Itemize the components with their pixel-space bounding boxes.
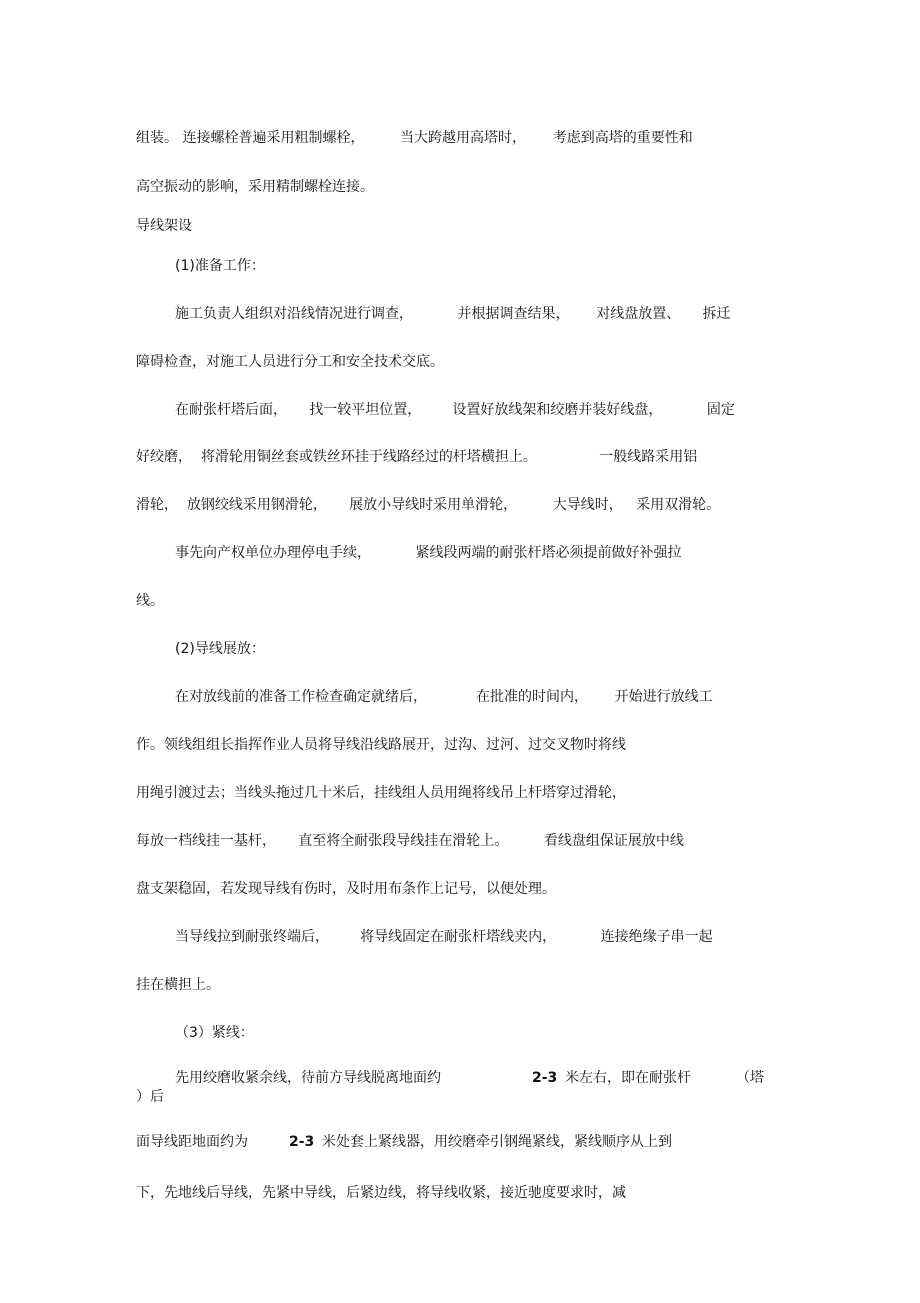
paragraph-3-line-3: 滑轮， 放钢绞线采用钢滑轮， 展放小导线时采用单滑轮， 大导线时， 采用双滑轮。 [136,497,721,513]
paragraph-4-line-1: 事先向产权单位办理停电手续， 紧线段两端的耐张杆塔必须提前做好补强拉 [175,545,682,561]
paragraph-7-line-1-part-e: ）后 [136,1089,164,1105]
paragraph-5-line-3: 用绳引渡过去；当线头拖过几十米后，挂线组人员用绳将线吊上杆塔穿过滑轮， [136,785,626,801]
paragraph-5-line-5: 盘支架稳固，若发现导线有伤时，及时用布条作上记号，以便处理。 [136,881,556,897]
paragraph-6-line-1: 当导线拉到耐张终端后， 将导线固定在耐张杆塔线夹内， 连接绝缘子串一起 [175,929,713,945]
paragraph-5-line-2: 作。领线组组长指挥作业人员将导线沿线路展开，过沟、过河、过交叉物时将线 [136,737,626,753]
paragraph-1-line-1: 组装。 连接螺栓普遍采用粗制螺栓， 当大跨越用高塔时， 考虑到高塔的重要性和 [136,130,693,146]
step-3-heading: （3）紧线： [175,1025,254,1041]
paragraph-3-line-2: 好绞磨， 将滑轮用铜丝套或铁丝环挂于线路经过的杆塔横担上。 一般线路采用铝 [136,449,698,465]
paragraph-3-line-1: 在耐张杆塔后面， 找一较平坦位置， 设置好放线架和绞磨并装好线盘， 固定 [175,402,735,418]
paragraph-6-line-2: 挂在横担上。 [136,977,220,993]
paragraph-1-line-2: 高空振动的影响，采用精制螺栓连接。 [136,179,374,195]
paragraph-5-line-1: 在对放线前的准备工作检查确定就绪后， 在批准的时间内， 开始进行放线工 [175,689,713,705]
paragraph-7-line-2-part-c: 米处套上紧线器，用绞磨牵引钢绳紧线，紧线顺序从上到 [322,1134,672,1150]
paragraph-7-line-2-part-a: 面导线距地面约为 [136,1134,248,1150]
step-2-heading: (2)导线展放： [175,641,265,657]
paragraph-7-line-3: 下，先地线后导线，先紧中导线，后紧边线，将导线收紧，接近驰度要求时，减 [136,1185,626,1201]
paragraph-4-line-2: 线。 [136,593,164,609]
paragraph-2-line-2: 障碍检查，对施工人员进行分工和安全技术交底。 [136,354,444,370]
step-1-heading: (1)准备工作： [175,258,265,274]
paragraph-2-line-1: 施工负责人组织对沿线情况进行调查， 并根据调查结果， 对线盘放置、 拆迁 [175,306,731,322]
paragraph-5-line-4: 每放一档线挂一基杆， 直至将全耐张段导线挂在滑轮上。 看线盘组保证展放中线 [136,833,684,849]
paragraph-7-line-1-range: 2-3 [532,1070,558,1086]
section-title: 导线架设 [136,218,192,234]
paragraph-7-line-2-range: 2-3 [289,1134,315,1150]
paragraph-7-line-1-part-d: （塔 [736,1070,764,1086]
paragraph-7-line-1-part-a: 先用绞磨收紧余线，待前方导线脱离地面约 [175,1070,441,1086]
paragraph-7-line-1-part-c: 米左右，即在耐张杆 [565,1070,691,1086]
